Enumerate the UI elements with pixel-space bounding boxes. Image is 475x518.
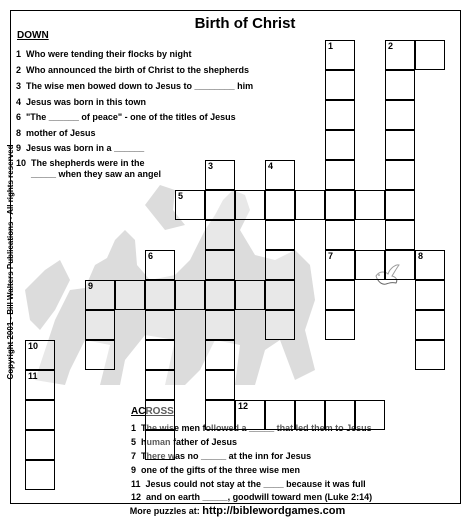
down-clue-6: 6 "The ______ of peace" - one of the titles of Jesus <box>16 112 236 122</box>
across-clue-12: 12 and on earth _____, goodwill toward men (Luke 2:14) <box>131 492 373 502</box>
cell-number: 1 <box>328 41 334 51</box>
grid-cell[interactable] <box>325 280 355 310</box>
grid-cell[interactable] <box>145 310 175 340</box>
grid-cell[interactable] <box>325 160 355 190</box>
across-clue-1: 1 The wise men followed a _____ that led them to Jesus <box>131 423 372 433</box>
down-clue-9: 9 Jesus was born in a ______ <box>16 143 145 153</box>
cell-number: 5 <box>178 191 184 201</box>
grid-cell[interactable] <box>385 40 415 70</box>
grid-cell[interactable] <box>265 250 295 280</box>
grid-cell[interactable] <box>205 340 235 370</box>
grid-cell[interactable] <box>265 220 295 250</box>
down-clue-3: 3 The wise men bowed down to Jesus to ________ him <box>16 81 254 91</box>
grid-cell[interactable] <box>415 40 445 70</box>
footer <box>0 505 475 517</box>
grid-cell[interactable] <box>385 160 415 190</box>
grid-cell[interactable] <box>325 190 355 220</box>
grid-cell[interactable] <box>145 370 175 400</box>
grid-cell[interactable] <box>385 250 415 280</box>
grid-cell[interactable] <box>25 430 55 460</box>
grid-cell[interactable] <box>205 370 235 400</box>
grid-cell[interactable] <box>355 250 385 280</box>
grid-cell[interactable] <box>325 400 355 430</box>
copyright-notice: Copyright 2001 - Bill Walters Publications - All rights reserved <box>6 144 15 380</box>
grid-cell[interactable] <box>145 430 175 460</box>
cell-number: 11 <box>28 371 38 381</box>
grid-cell[interactable] <box>385 130 415 160</box>
grid-cell[interactable] <box>85 340 115 370</box>
across-clue-9: 9 one of the gifts of the three wise men <box>131 465 301 475</box>
grid-cell[interactable] <box>415 250 445 280</box>
grid-cell[interactable] <box>415 280 445 310</box>
cell-number: 7 <box>328 251 334 261</box>
cell-number: 12 <box>238 401 249 411</box>
grid-cell[interactable] <box>115 280 145 310</box>
cell-number: 9 <box>88 281 94 291</box>
grid-cell[interactable] <box>145 250 175 280</box>
grid-cell[interactable] <box>25 370 55 400</box>
grid-cell[interactable] <box>175 190 205 220</box>
cell-number: 3 <box>208 161 214 171</box>
grid-cell[interactable] <box>145 400 175 430</box>
across-heading: ACROSS <box>131 406 174 417</box>
grid-cell[interactable] <box>355 400 385 430</box>
down-clue-4: 4 Jesus was born in this town <box>16 97 147 107</box>
down-clue-10: 10 The shepherds were in the _____ when they saw an angel <box>16 158 162 179</box>
grid-cell[interactable] <box>85 280 115 310</box>
grid-cell[interactable] <box>205 250 235 280</box>
grid-cell[interactable] <box>265 280 295 310</box>
grid-cell[interactable] <box>295 190 325 220</box>
grid-cell[interactable] <box>265 400 295 430</box>
grid-cell[interactable] <box>355 190 385 220</box>
grid-cell[interactable] <box>325 100 355 130</box>
grid-cell[interactable] <box>385 100 415 130</box>
cell-number: 8 <box>418 251 424 261</box>
grid-cell[interactable] <box>205 160 235 190</box>
grid-cell[interactable] <box>265 190 295 220</box>
cell-number: 2 <box>388 41 394 51</box>
grid-cell[interactable] <box>265 160 295 190</box>
grid-cell[interactable] <box>415 310 445 340</box>
grid-cell[interactable] <box>205 310 235 340</box>
grid-cell[interactable] <box>85 310 115 340</box>
grid-cell[interactable] <box>325 40 355 70</box>
grid-cell[interactable] <box>235 190 265 220</box>
grid-cell[interactable] <box>235 280 265 310</box>
grid-cell[interactable] <box>175 280 205 310</box>
cell-number: 4 <box>268 161 274 171</box>
cell-number: 10 <box>28 341 39 351</box>
grid-cell[interactable] <box>25 340 55 370</box>
grid-cell[interactable] <box>145 280 175 310</box>
grid-cell[interactable] <box>325 220 355 250</box>
grid-cell[interactable] <box>205 190 235 220</box>
grid-cell[interactable] <box>25 460 55 490</box>
grid-cell[interactable] <box>235 400 265 430</box>
grid-cell[interactable] <box>325 250 355 280</box>
grid-cell[interactable] <box>265 310 295 340</box>
grid-cell[interactable] <box>295 400 325 430</box>
down-clue-1: 1 Who were tending their flocks by night <box>16 49 192 59</box>
grid-cell[interactable] <box>25 400 55 430</box>
grid-cell[interactable] <box>385 70 415 100</box>
puzzle-title: Birth of Christ <box>194 15 296 32</box>
down-clue-8: 8 mother of Jesus <box>16 128 96 138</box>
grid-cell[interactable] <box>145 340 175 370</box>
footer-url[interactable]: http://biblewordgames.com <box>202 505 346 517</box>
grid-cell[interactable] <box>205 280 235 310</box>
grid-cell[interactable] <box>205 400 235 430</box>
across-clue-5: 5 human father of Jesus <box>131 437 238 447</box>
grid-cell[interactable] <box>205 220 235 250</box>
grid-cell[interactable] <box>325 310 355 340</box>
grid-cell[interactable] <box>325 130 355 160</box>
grid-cell[interactable] <box>385 190 415 220</box>
grid-cell[interactable] <box>385 220 415 250</box>
grid-cell[interactable] <box>325 70 355 100</box>
across-clue-11: 11 Jesus could not stay at the ____ because it was full <box>131 479 366 489</box>
across-clue-7: 7 There was no _____ at the inn for Jesus <box>131 451 312 461</box>
down-clue-2: 2 Who announced the birth of Christ to the shepherds <box>16 65 250 75</box>
down-heading: DOWN <box>17 30 49 41</box>
cell-number: 6 <box>148 251 154 261</box>
footer-prefix: More puzzles at: <box>129 506 200 516</box>
grid-cell[interactable] <box>415 340 445 370</box>
